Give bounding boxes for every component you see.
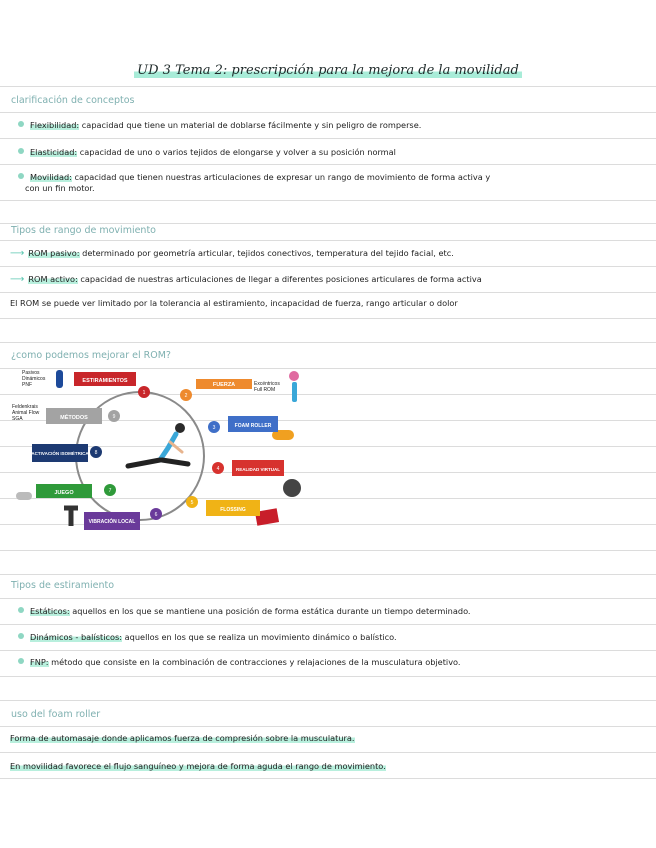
rom-note: El ROM se puede ver limitado por la tolerancia al estiramiento, incapacidad de fuerza, rango articular o dolor	[10, 298, 458, 308]
method-box-5	[186, 496, 260, 516]
svg-text:Feldenkrais: Feldenkrais	[12, 404, 38, 410]
svg-text:4: 4	[216, 466, 220, 472]
bullet-icon	[18, 173, 24, 179]
svg-text:3: 3	[212, 425, 216, 431]
bullet-icon	[18, 607, 24, 613]
vibration-tool-icon	[64, 508, 78, 526]
bullet-icon	[18, 633, 24, 639]
concept-elasticidad: Elasticidad: capacidad de uno o varios tejidos de elongarse y volver a su posición normal	[10, 146, 396, 158]
svg-text:6: 6	[154, 512, 158, 518]
svg-text:Dinámicos: Dinámicos	[22, 376, 46, 382]
section-heading-improve-rom: ¿como podemos mejorar el ROM?	[11, 350, 171, 361]
svg-text:JUEGO: JUEGO	[54, 490, 74, 496]
svg-text:ACTIVACIÓN ISOMÉTRICA: ACTIVACIÓN ISOMÉTRICA	[31, 451, 89, 456]
section-heading-rom: Tipos de rango de movimiento	[11, 225, 156, 236]
svg-text:8: 8	[94, 450, 98, 456]
svg-text:Excéntricos: Excéntricos	[254, 381, 280, 387]
yoga-figure-icon	[128, 423, 188, 466]
method-box-4	[212, 460, 284, 476]
foam-definition: Forma de automasaje donde aplicamos fuerza de compresión sobre la musculatura.	[10, 733, 355, 743]
stretch-dinamicos: Dinámicos - balísticos: aquellos en los que se realiza un movimiento dinámico o balístico.	[10, 631, 397, 643]
label-pasivos	[22, 370, 46, 388]
section-heading-stretching: Tipos de estiramiento	[11, 580, 115, 591]
svg-text:5: 5	[190, 500, 194, 506]
method-box-2	[180, 379, 252, 401]
stretch-estaticos: Estáticos: aquellos en los que se mantiene una posición de forma estática durante un tiempo determinado.	[10, 605, 471, 617]
svg-text:Pasivos: Pasivos	[22, 370, 40, 376]
concept-movilidad-cont: con un fin motor.	[25, 183, 95, 193]
concept-movilidad: Movilidad: capacidad que tienen nuestras articulaciones de expresar un rango de movimiento de forma activa y	[10, 171, 490, 183]
foam-mobility: En movilidad favorece el flujo sanguíneo y mejora de forma aguda el rango de movimiento.	[10, 761, 386, 771]
svg-text:FLOSSING: FLOSSING	[220, 507, 246, 513]
method-box-9	[46, 408, 120, 424]
method-box-7	[36, 484, 116, 498]
page-title: UD 3 Tema 2: prescripción para la mejora de la movilidad	[0, 63, 656, 78]
svg-text:Full ROM: Full ROM	[254, 387, 276, 393]
section-heading-foam-roller: uso del foam roller	[11, 709, 101, 720]
svg-text:SGA: SGA	[12, 416, 23, 422]
svg-text:ESTIRAMIENTOS: ESTIRAMIENTOS	[82, 378, 128, 384]
label-feldenkrais	[12, 404, 40, 422]
vr-headset-icon	[283, 479, 301, 497]
section-heading-concepts: clarificación de conceptos	[11, 95, 135, 106]
rom-pasivo: ⟶ ROM pasivo: determinado por geometría articular, tejidos conectivos, temperatura del tejido facial, etc.	[10, 248, 454, 259]
svg-text:2: 2	[184, 393, 188, 399]
svg-text:PNF: PNF	[22, 382, 32, 388]
bullet-icon	[18, 121, 24, 127]
svg-text:Animal Flow: Animal Flow	[12, 410, 40, 416]
svg-text:1: 1	[142, 390, 146, 396]
svg-text:9: 9	[112, 414, 116, 420]
strength-person-icon	[289, 371, 299, 381]
gamepad-icon	[16, 492, 32, 500]
label-excentricos	[254, 381, 280, 393]
svg-text:REALIDAD VIRTUAL: REALIDAD VIRTUAL	[236, 467, 280, 472]
svg-text:MÉTODOS: MÉTODOS	[60, 415, 88, 421]
stretching-person-icon	[56, 370, 63, 388]
arrow-right-icon: ⟶	[10, 248, 25, 259]
concept-flexibilidad: Flexibilidad: capacidad que tiene un material de doblarse fácilmente y sin peligro de romperse.	[10, 119, 421, 131]
bullet-icon	[18, 658, 24, 664]
bullet-icon	[18, 148, 24, 154]
stretch-fnp: FNP: método que consiste en la combinación de contracciones y relajaciones de la musculatura objetivo.	[10, 656, 461, 668]
rom-activo: ⟶ ROM activo: capacidad de nuestras articulaciones de llegar a diferentes posiciones articulares de forma activa	[10, 274, 482, 285]
method-box-1	[74, 372, 150, 398]
method-box-8	[31, 444, 102, 462]
svg-text:FOAM ROLLER: FOAM ROLLER	[234, 423, 272, 429]
arrow-right-icon: ⟶	[10, 274, 25, 285]
svg-text:7: 7	[108, 488, 112, 494]
svg-text:FUERZA: FUERZA	[212, 382, 236, 388]
rom-methods-diagram	[10, 364, 310, 534]
svg-text:VIBRACIÓN LOCAL: VIBRACIÓN LOCAL	[88, 519, 136, 525]
method-box-3	[208, 416, 278, 433]
